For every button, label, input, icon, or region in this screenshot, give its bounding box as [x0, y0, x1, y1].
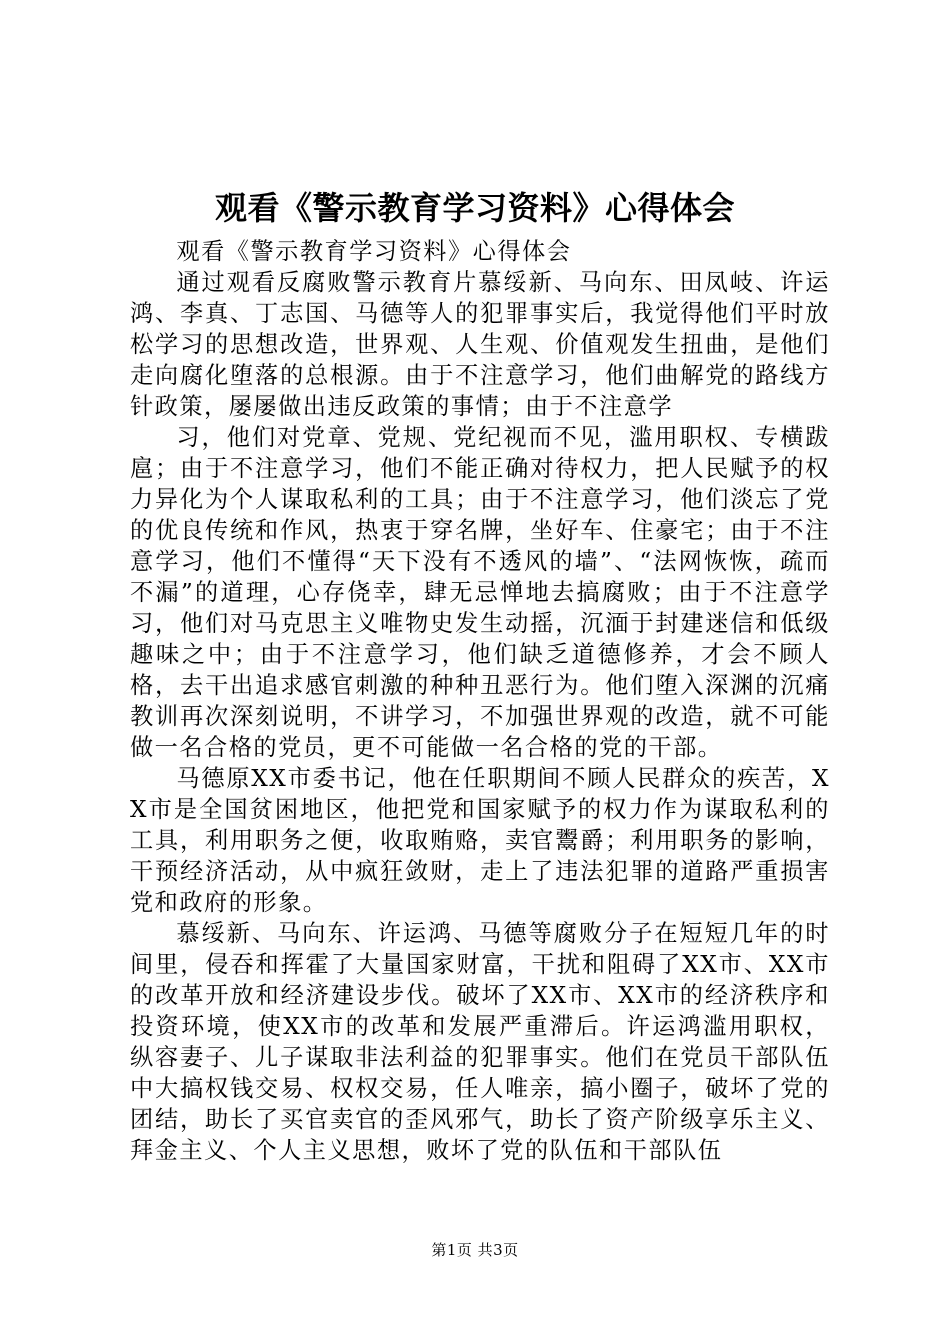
paragraph: 慕绥新、马向东、许运鸿、马德等腐败分子在短短几年的时间里，侵吞和挥霍了大量国家财富，干扰和阻碍了XX市、XX市的改革开放和经济建设步伐。破坏了XX市、XX市的经济秩序和投资环境，使XX市的改革和发展严重滞后。许运鸿滥用职权，纵容妻子、儿子谋取非法利益的犯罪事实。他们在党员干部队伍中大搞权钱交易、权权交易，任人唯亲，搞小圈子，破坏了党的团结，助长了买官卖官的歪风邪气，助长了资产阶级享乐主义、拜金主义、个人主义思想，败坏了党的队伍和干部队伍 — [130, 920, 830, 1164]
paragraph-subtitle: 观看《警示教育学习资料》心得体会 — [176, 238, 572, 265]
page-number-footer: 第1页 共3页 — [431, 1241, 519, 1259]
paragraph: 马德原XX市委书记，他在任职期间不顾人民群众的疾苦，XX市是全国贫困地区，他把党和国家赋予的权力作为谋取私利的工具，利用职务之便，收取贿赂，卖官鬻爵；利用职务的影响，干预经济活动，从中疯狂敛财，走上了违法犯罪的道路严重损害党和政府的形象。 — [130, 765, 830, 916]
document-body — [130, 236, 830, 1166]
document-title: 观看《警示教育学习资料》心得体会 — [214, 189, 735, 227]
paragraph: 通过观看反腐败警示教育片慕绥新、马向东、田凤岐、许运鸿、李真、丁志国、马德等人的犯罪事实后，我觉得他们平时放松学习的思想改造，世界观、人生观、价值观发生扭曲，是他们走向腐化堕落的总根源。由于不注意学习，他们曲解党的路线方针政策，屡屡做出违反政策的事情；由于不注意学 — [130, 269, 830, 420]
paragraph: 习，他们对党章、党规、党纪视而不见，滥用职权、专横跋扈；由于不注意学习，他们不能正确对待权力，把人民赋予的权力异化为个人谋取私利的工具；由于不注意学习，他们淡忘了党的优良传统和作风，热衷于穿名牌，坐好车、住豪宅；由于不注意学习，他们不懂得“天下没有不透风的墙”、“法网恢恢，疏而不漏”的道理，心存侥幸，肆无忌惮地去搞腐败；由于不注意学习，他们对马克思主义唯物史发生动摇，沉湎于封建迷信和低级趣味之中；由于不注意学习，他们缺乏道德修养，才会不顾人格，去干出追求感官刺激的种种丑恶行为。他们堕入深渊的沉痛教训再次深刻说明，不讲学习，不加强世界观的改造，就不可能做一名合格的党员，更不可能做一名合格的党的干部。 — [130, 424, 830, 761]
